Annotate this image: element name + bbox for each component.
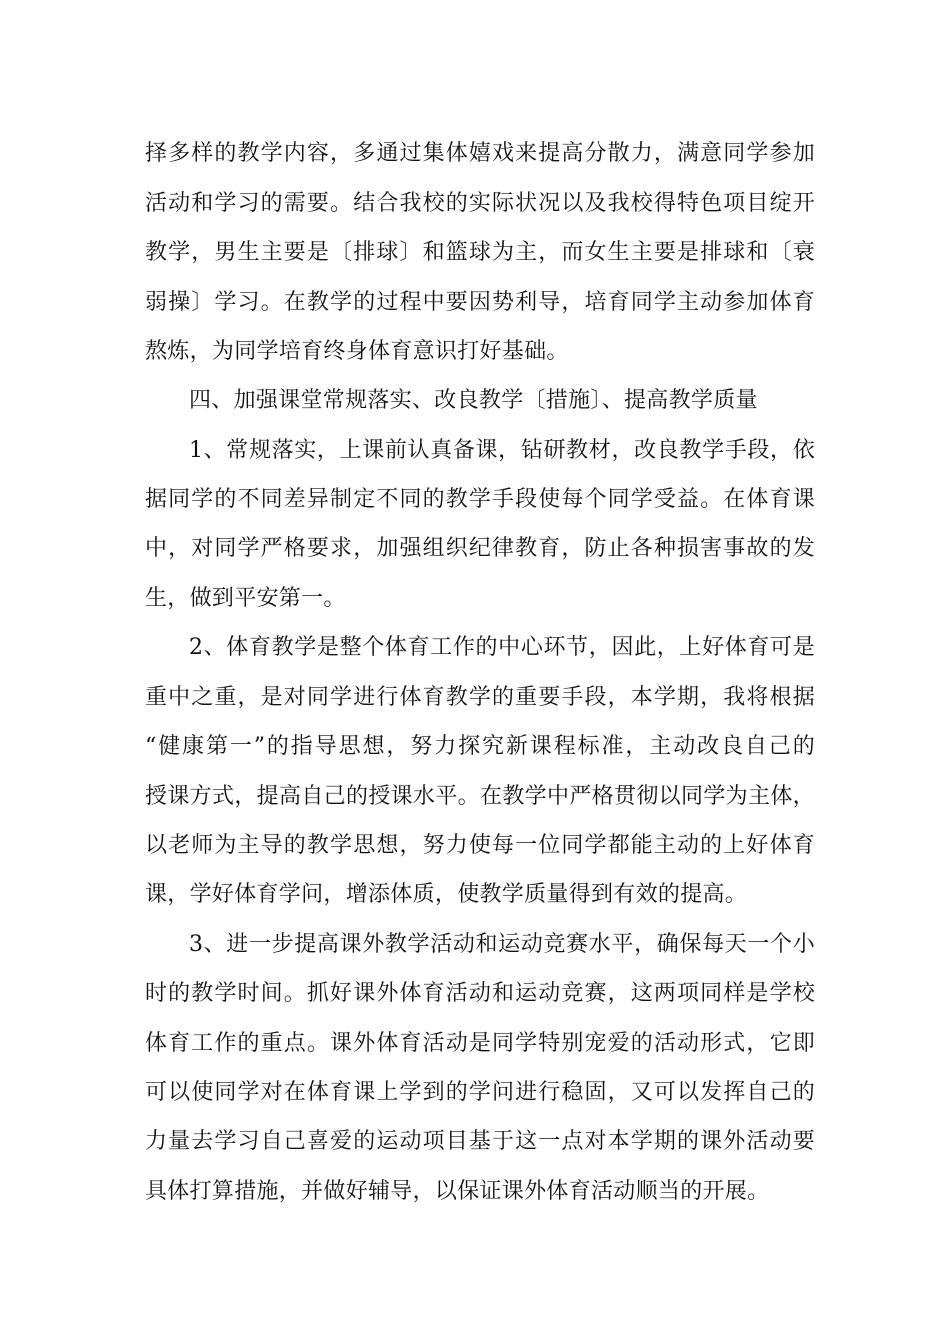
text-line: 3、进一步提高课外教学活动和运动竞赛水平，确保每天一个小 [189, 932, 815, 957]
text-line: 熬炼，为同学培育终身体育意识打好基础。 [145, 339, 569, 364]
text-line: 时的教学时间。抓好课外体育活动和运动竞赛，这两项同样是学校 [145, 981, 815, 1006]
text-line: 活动和学习的需要。结合我校的实际状况以及我校得特色项目绽开 [145, 191, 815, 216]
text-line: 中，对同学严格要求，加强组织纪律教育，防止各种损害事故的发 [145, 536, 815, 561]
text-line: 据同学的不同差异制定不同的教学手段使每个同学受益。在体育课 [145, 487, 815, 512]
text-line: 具体打算措施，并做好辅导，以保证课外体育活动顺当的开展。 [145, 1179, 770, 1204]
text-line: 体育工作的重点。课外体育活动是同学特别宠爱的活动形式，它即 [145, 1031, 815, 1056]
text-line: 授课方式，提高自己的授课水平。在教学中严格贯彻以同学为主体， [145, 784, 815, 809]
section-heading: 四、加强课堂常规落实、改良教学〔措施〕、提高教学质量 [189, 388, 758, 413]
text-line: 课，学好体育学问，增添体质，使教学质量得到有效的提高。 [145, 882, 748, 907]
text-line: 2、体育教学是整个体育工作的中心环节，因此，上好体育可是 [189, 635, 815, 660]
text-line: 可以使同学对在体育课上学到的学问进行稳固，又可以发挥自己的 [145, 1080, 815, 1105]
text-line: 力量去学习自己喜爱的运动项目基于这一点对本学期的课外活动要 [145, 1129, 815, 1154]
text-line: 1、常规落实，上课前认真备课，钻研教材，改良教学手段，依 [189, 438, 815, 463]
text-line: 重中之重，是对同学进行体育教学的重要手段，本学期，我将根据 [145, 685, 815, 710]
text-line: 择多样的教学内容，多通过集体嬉戏来提高分散力，满意同学参加 [145, 141, 815, 166]
text-line: 教学，男生主要是〔排球〕和篮球为主，而女生主要是排球和〔衰 [145, 240, 815, 265]
text-line: 以老师为主导的教学思想，努力使每一位同学都能主动的上好体育 [145, 833, 815, 858]
text-line: 生，做到平安第一。 [145, 586, 346, 611]
text-line: 弱操〕学习。在教学的过程中要因势利导，培育同学主动参加体育 [145, 290, 815, 315]
text-line: “健康第一”的指导思想，努力探究新课程标准，主动改良自己的 [145, 734, 815, 759]
